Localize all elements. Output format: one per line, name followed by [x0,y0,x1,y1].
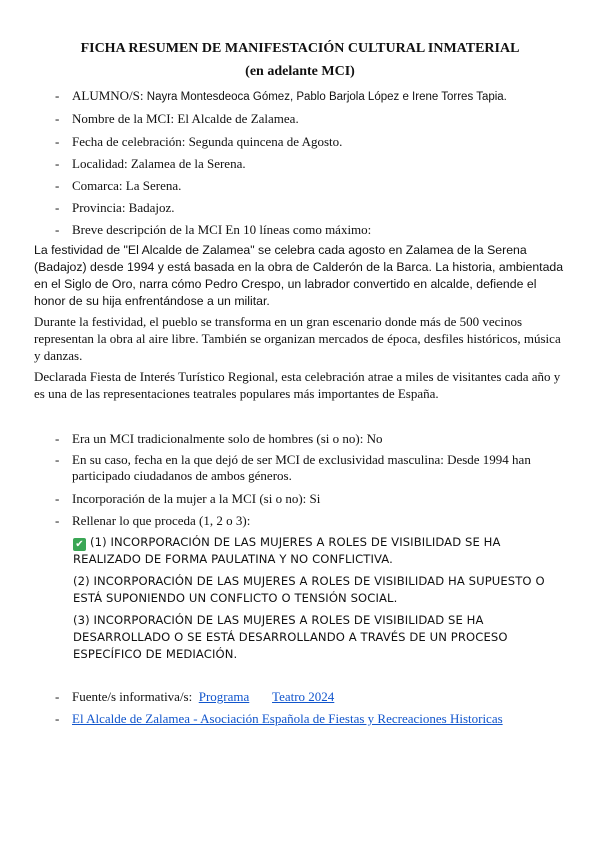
provincia-text: Provincia: Badajoz. [72,200,175,215]
field-fuente-asociacion: - El Alcalde de Zalamea - Asociación Española de Fiestas y Recreaciones Historicas [55,711,503,726]
field-localidad: - Localidad: Zalamea de la Serena. [55,156,246,171]
document-title: FICHA RESUMEN DE MANIFESTACIÓN CULTURAL INMATERIAL [80,41,520,56]
description-paragraph-3: Declarada Fiesta de Interés Turístico Regional, esta celebración atrae a miles de visitantes cada año y es una de las representaciones teatrales populares más importantes de España. [34,369,561,401]
comarca-text: Comarca: La Serena. [72,178,182,193]
alumnos-value: Nayra Montesdeoca Gómez, Pablo Barjola López e Irene Torres Tapia. [146,91,507,103]
field-descripcion: - Breve descripción de la MCI En 10 líneas como máximo: [55,222,372,237]
checkmark-icon: ✔ [73,538,86,551]
description-paragraph-2: Durante la festividad, el pueblo se transforma en un gran escenario donde más de 500 vecinos representan la obra al aire libre. También se organizan mercados de época, desfiles históricos, música y danzas. [34,314,561,363]
field-alumnos: - ALUMNO/S: Nayra Montesdeoca Gómez, Pablo Barjola López e Irene Torres Tapia. [55,88,507,103]
nombre-text: Nombre de la MCI: El Alcalde de Zalamea. [72,111,299,126]
option-3 [73,612,553,663]
localidad-text: Localidad: Zalamea de la Serena. [72,156,246,171]
option-3-text: (3) INCORPORACIÓN DE LAS MUJERES A ROLES DE VISIBILIDAD SE HA DESARROLLADO O SE ESTÁ DESARROLLANDO A TRAVÉS DE UN PROCESO ESPECÍFICO DE MEDIACIÓN. [73,613,508,661]
field-nombre: - Nombre de la MCI: El Alcalde de Zalamea. [55,111,299,126]
question-incorporacion: - Incorporación de la mujer a la MCI (si o no): Si [55,491,555,507]
question-fecha-exclusividad: - En su caso, fecha en la que dejó de ser MCI de exclusividad masculina: Desde 1994 han participado ciudadanos de ambos géneros. [55,452,555,484]
link-asociacion[interactable]: El Alcalde de Zalamea - Asociación Española de Fiestas y Recreaciones Historicas [72,711,503,726]
field-fecha: - Fecha de celebración: Segunda quincena de Agosto. [55,134,343,149]
document-subtitle: (en adelante MCI) [245,64,355,79]
question-rellenar: - Rellenar lo que proceda (1, 2 o 3): [55,513,555,529]
option-2 [73,573,553,607]
link-programa[interactable]: Programa [198,689,250,704]
alumnos-label: ALUMNO/S: [72,88,144,103]
question-rellenar-text: Rellenar lo que proceda (1, 2 o 3): [72,513,251,528]
question-fecha-exclusividad-text: En su caso, fecha en la que dejó de ser MCI de exclusividad masculina: Desde 1994 han participado ciudadanos de ambos géneros. [72,452,531,483]
fuentes-label: Fuente/s informativa/s: [72,689,193,704]
descripcion-label: Breve descripción de la MCI En 10 líneas como máximo: [72,222,372,237]
option-2-text: (2) INCORPORACIÓN DE LAS MUJERES A ROLES DE VISIBILIDAD HA SUPUESTO O ESTÁ SUPONIENDO UN CONFLICTO O TENSIÓN SOCIAL. [73,574,545,605]
description-paragraph-1: La festividad de "El Alcalde de Zalamea" se celebra cada agosto en Zalamea de la Serena (Badajoz) desde 1994 y está basada en la obra de Calderón de la Barca. La historia, ambientada en el Siglo de Oro, narra cómo Pedro Crespo, un labrador convertido en alcalde, defiende el honor de su hija enfrentándose a un militar. [34,243,564,308]
question-tradicion: - Era un MCI tradicionalmente solo de hombres (si o no): No [55,431,555,447]
question-tradicion-text: Era un MCI tradicionalmente solo de hombres (si o no): No [72,431,383,446]
field-fuentes: - Fuente/s informativa/s: Programa Teatro 2024 [55,689,335,704]
option-1-text: (1) INCORPORACIÓN DE LAS MUJERES A ROLES DE VISIBILIDAD SE HA REALIZADO DE FORMA PAULATINA Y NO CONFLICTIVA. [73,535,501,566]
field-comarca: - Comarca: La Serena. [55,178,182,193]
option-1 [73,534,553,568]
question-incorporacion-text: Incorporación de la mujer a la MCI (si o no): Si [72,491,321,506]
field-provincia: - Provincia: Badajoz. [55,200,175,215]
fecha-text: Fecha de celebración: Segunda quincena de Agosto. [72,134,343,149]
link-teatro-2024[interactable]: Teatro 2024 [272,689,335,704]
